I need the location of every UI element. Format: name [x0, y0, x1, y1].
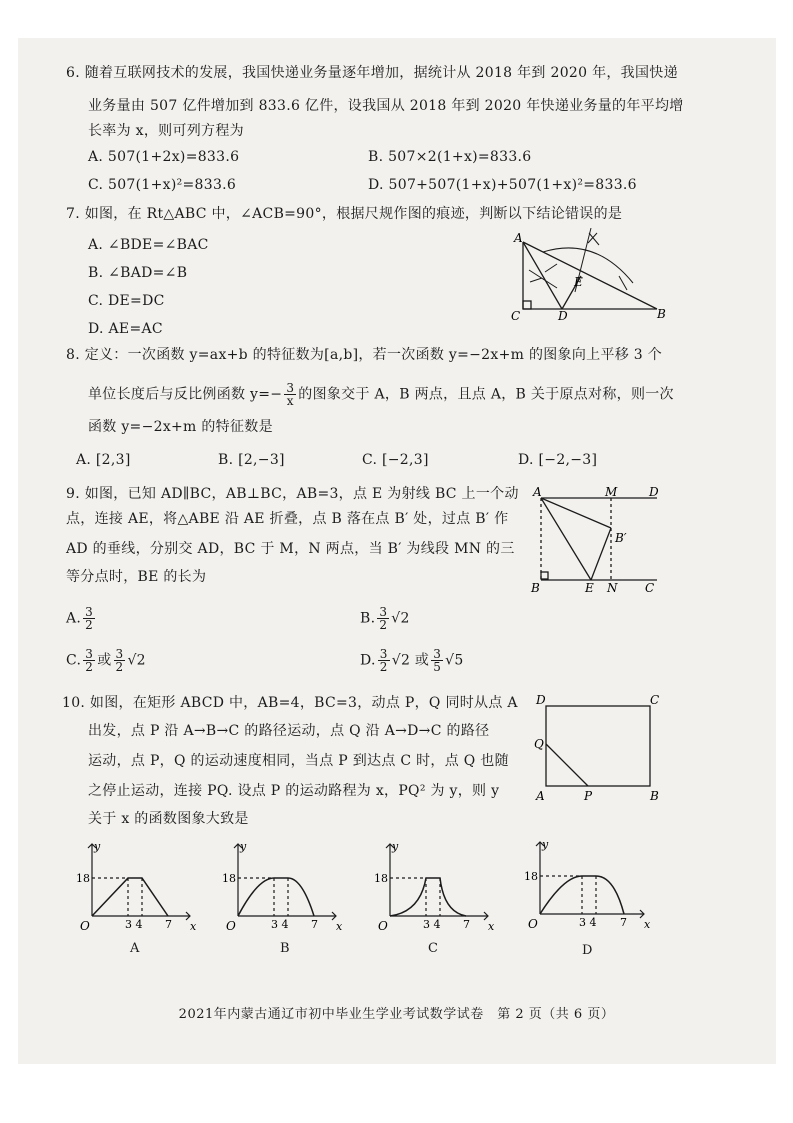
q10-graph-c [366, 838, 496, 938]
q9-b-tail: √2 [391, 610, 410, 627]
q7-option-b: B. ∠BAD=∠B [88, 265, 188, 281]
q7-figure [505, 228, 675, 323]
q10-fig-label-c: C [650, 693, 660, 707]
q9-c2-den: 2 [115, 660, 124, 674]
q10-fig-label-a: A [536, 789, 545, 803]
graph-a-x-tick-34: 3 4 [125, 918, 143, 931]
graph-c-y-label: y [392, 840, 399, 853]
q6-line2: 业务量由 507 亿件增加到 833.6 亿件，设我国从 2018 年到 2020 年快递业务量的年平均增 [88, 98, 684, 114]
graph-a-caption: A [130, 941, 140, 956]
q8-option-b: B. [2,−3] [218, 452, 285, 468]
q7-fig-label-d: D [558, 309, 568, 323]
q9-option-d-label: D. [360, 652, 376, 669]
graph-a-origin: O [80, 919, 90, 933]
q9-option-c-frac1 [83, 648, 95, 673]
q8-option-d: D. [−2,−3] [518, 452, 598, 468]
q10-fig-label-b: B [650, 789, 659, 803]
graph-a-y-label: y [94, 840, 101, 853]
graph-b-origin: O [226, 919, 236, 933]
graph-a-x-tick-7: 7 [165, 918, 172, 931]
q9-option-a-frac [83, 606, 95, 631]
q8-option-a: A. [2,3] [76, 452, 131, 468]
q10-line4: 之停止运动，连接 PQ. 设点 P 的运动路程为 x，PQ² 为 y，则 y [88, 783, 500, 799]
graph-d-y-tick-18: 18 [524, 870, 538, 883]
graph-a-y-tick-18: 18 [76, 872, 90, 885]
q9-d1-num: 3 [379, 647, 388, 661]
q9-option-a [66, 606, 97, 631]
q9-a-den: 2 [85, 618, 94, 632]
q10-fig-label-q: Q [534, 737, 544, 751]
graph-d-y-label: y [542, 838, 549, 851]
graph-c-caption: C [428, 941, 439, 956]
graph-b-caption: B [280, 941, 290, 956]
q7-line1: 7. 如图，在 Rt△ABC 中，∠ACB=90°，根据尺规作图的痕迹，判断以下结论错误的是 [66, 206, 623, 222]
q7-option-c: C. DE=DC [88, 293, 165, 309]
q9-c1-num: 3 [85, 647, 94, 661]
q7-option-a: A. ∠BDE=∠BAC [88, 237, 209, 253]
q8-line2 [88, 382, 674, 407]
q8-option-c: C. [−2,3] [362, 452, 429, 468]
graph-b-x-tick-34: 3 4 [271, 918, 289, 931]
q9-d2-num: 3 [433, 647, 442, 661]
graph-c-x-label: x [488, 920, 495, 933]
graph-b-x-tick-7: 7 [311, 918, 318, 931]
q9-fig-label-a: A [533, 485, 542, 499]
q9-b-den: 2 [379, 618, 388, 632]
graph-d-x-label: x [644, 918, 651, 931]
q9-d2-den: 5 [433, 660, 442, 674]
q6-line3: 长率为 x，则可列方程为 [88, 123, 244, 139]
graph-c-y-tick-18: 18 [374, 872, 388, 885]
q9-option-b-frac [377, 606, 389, 631]
q9-fig-label-bprime: B′ [615, 531, 627, 545]
q7-fig-label-c: C [511, 309, 521, 323]
q8-fraction-denominator: x [286, 394, 294, 408]
graph-b-x-label: x [336, 920, 343, 933]
graph-c-x-tick-7: 7 [463, 918, 470, 931]
q10-line2: 出发，点 P 沿 A→B→C 的路径运动，点 Q 沿 A→D→C 的路径 [88, 723, 490, 739]
q9-option-c [66, 648, 146, 673]
q7-fig-label-a: A [514, 231, 523, 245]
q6-option-a: A. 507(1+2x)=833.6 [88, 149, 240, 165]
q8-line1: 8. 定义：一次函数 y=ax+b 的特征数为[a,b]，若一次函数 y=−2x+m 的图象向上平移 3 个 [66, 347, 663, 363]
q9-c2-num: 3 [115, 647, 124, 661]
q10-line5: 关于 x 的函数图象大致是 [88, 811, 249, 827]
q9-line2: 点，连接 AE，将△ABE 沿 AE 折叠，点 B 落在点 B′ 处，过点 B′ 作 [66, 511, 509, 527]
q9-b-num: 3 [379, 605, 388, 619]
graph-b-y-tick-18: 18 [222, 872, 236, 885]
q7-fig-label-e: E [574, 275, 583, 289]
q9-a-num: 3 [85, 605, 94, 619]
q9-option-c-frac2 [114, 648, 126, 673]
q10-rectangle-figure [530, 690, 662, 808]
q10-line3: 运动，点 P，Q 的运动速度相同，当点 P 到达点 C 时，点 Q 也随 [88, 753, 509, 769]
q10-graph-b [214, 838, 344, 938]
q9-option-a-label: A. [66, 610, 82, 627]
q8-fraction-numerator: 3 [286, 381, 295, 395]
q9-fig-label-c: C [645, 581, 655, 595]
graph-d-origin: O [528, 917, 538, 931]
graph-c-x-tick-34: 3 4 [423, 918, 441, 931]
q6-line1: 6. 随着互联网技术的发展，我国快递业务量逐年增加，据统计从 2018 年到 2020 年，我国快递 [66, 65, 678, 81]
q9-d1-den: 2 [379, 660, 388, 674]
q8-line2-end: 的图象交于 A，B 两点，且点 A，B 关于原点对称，则一次 [298, 386, 674, 403]
q9-c-or: 或 [97, 652, 112, 669]
q8-fraction [284, 382, 296, 407]
q7-fig-label-b: B [657, 307, 666, 321]
q9-option-b-label: B. [360, 610, 376, 627]
q9-d-mid: √2 或 [391, 652, 430, 669]
graph-d-x-tick-34: 3 4 [579, 916, 597, 929]
q10-fig-label-d: D [536, 693, 546, 707]
q10-line1: 10. 如图，在矩形 ABCD 中，AB=4，BC=3，动点 P，Q 同时从点 A [62, 695, 518, 711]
graph-d-caption: D [582, 943, 593, 958]
q9-fig-label-e: E [585, 581, 594, 595]
q8-line3: 函数 y=−2x+m 的特征数是 [88, 419, 273, 435]
q6-option-b: B. 507×2(1+x)=833.6 [368, 149, 532, 165]
page-footer: 2021年内蒙古通辽市初中毕业生学业考试数学试卷 第 2 页（共 6 页） [178, 1007, 615, 1022]
graph-c-origin: O [378, 919, 388, 933]
graph-a-x-label: x [190, 920, 197, 933]
graph-d-x-tick-7: 7 [620, 916, 627, 929]
q9-d-tail: √5 [445, 652, 464, 669]
q9-c-tail: √2 [127, 652, 146, 669]
q7-option-d: D. AE=AC [88, 321, 163, 337]
q9-fig-label-d: D [649, 485, 659, 499]
q8-line2-start: 单位长度后与反比例函数 y=− [88, 386, 283, 403]
q9-fig-label-b: B [531, 581, 540, 595]
q9-figure [525, 484, 665, 596]
q9-option-c-label: C. [66, 652, 82, 669]
graph-b-y-label: y [240, 840, 247, 853]
q10-fig-label-p: P [584, 789, 593, 803]
q9-line1: 9. 如图，已知 AD∥BC，AB⊥BC，AB=3，点 E 为射线 BC 上一个动 [66, 486, 519, 502]
q9-fig-label-m: M [605, 485, 618, 499]
q6-option-d: D. 507+507(1+x)+507(1+x)²=833.6 [368, 177, 637, 193]
q6-option-c: C. 507(1+x)²=833.6 [88, 177, 237, 193]
q9-c1-den: 2 [85, 660, 94, 674]
q9-option-d [360, 648, 464, 673]
q9-fig-label-n: N [607, 581, 618, 595]
q9-option-d-frac2 [431, 648, 443, 673]
q10-graph-a [68, 838, 198, 938]
q9-option-b [360, 606, 410, 631]
q10-graph-d [516, 836, 656, 936]
q9-line4: 等分点时，BE 的长为 [66, 569, 207, 585]
q9-option-d-frac1 [378, 648, 390, 673]
q9-line3: AD 的垂线，分别交 AD，BC 于 M，N 两点，当 B′ 为线段 MN 的三 [66, 541, 515, 557]
